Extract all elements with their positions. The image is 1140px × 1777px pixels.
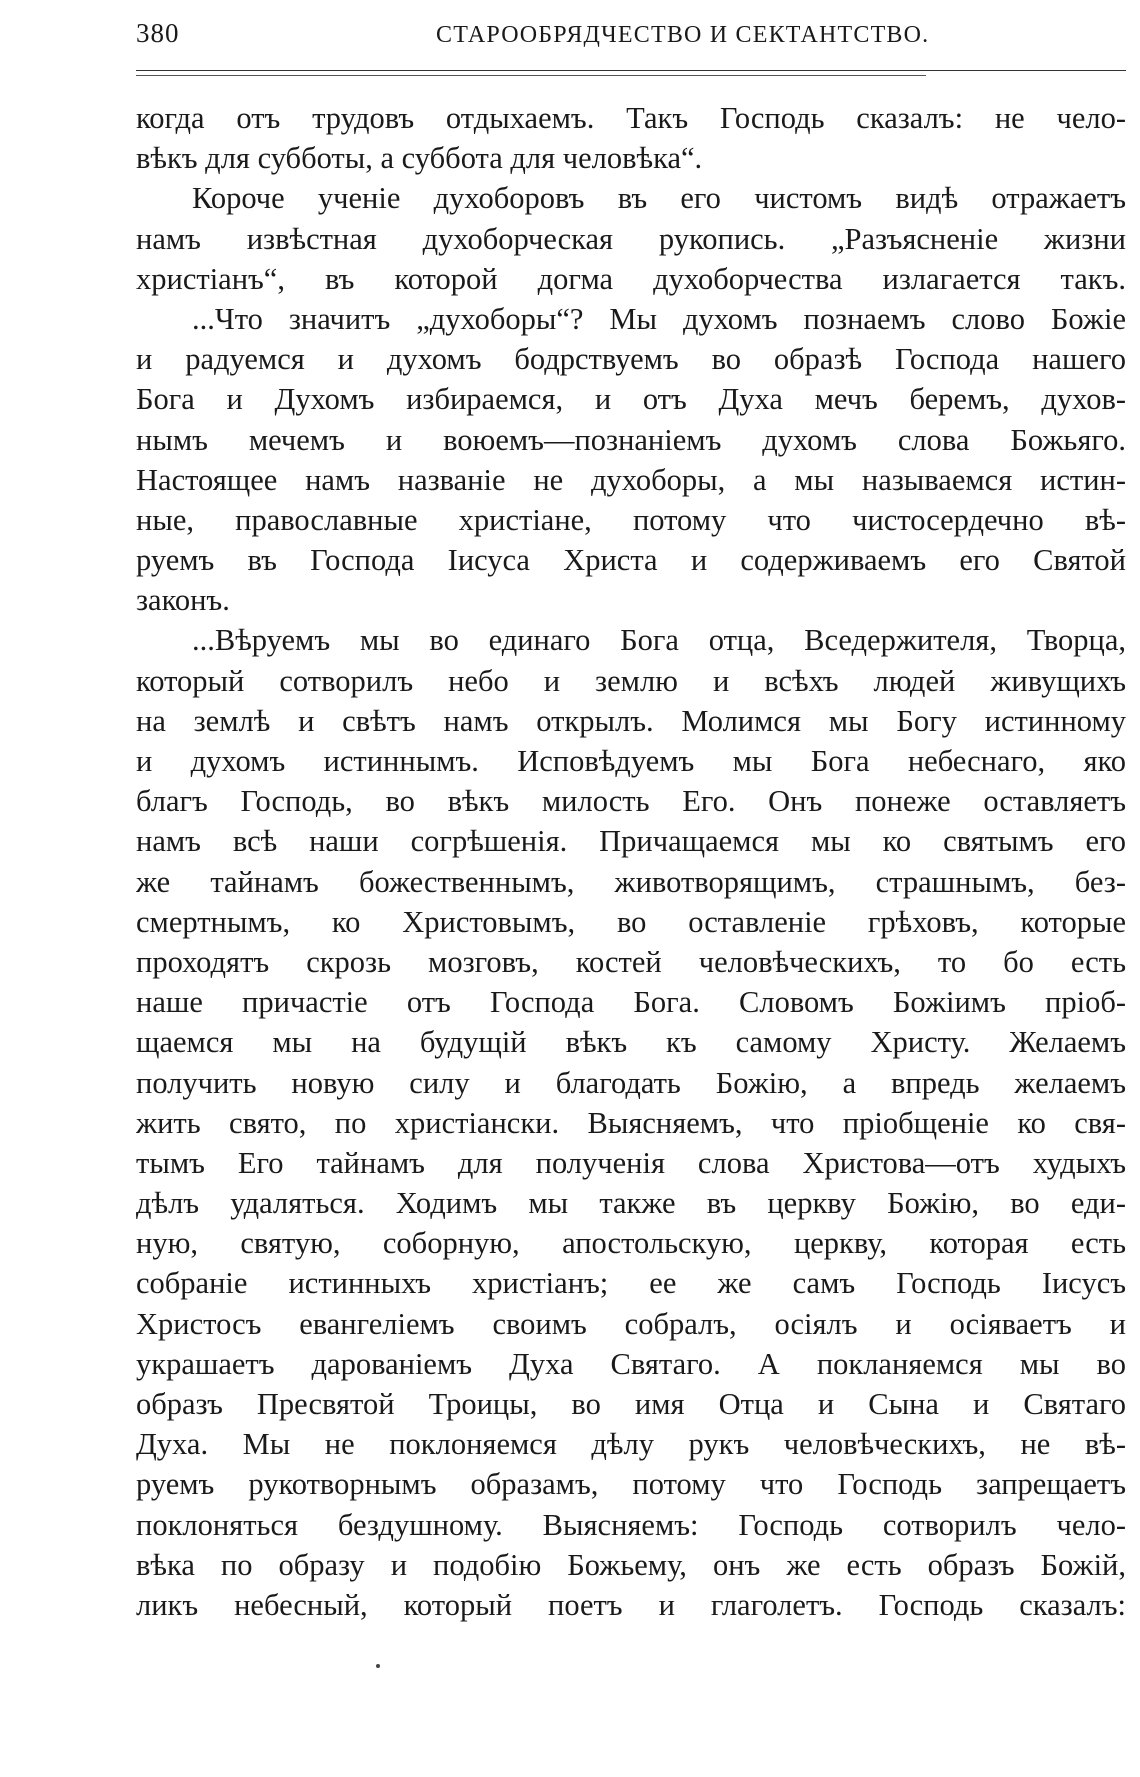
text-line: на землѣ и свѣтъ намъ открылъ. Молимся мы Богу истинному xyxy=(136,703,1126,738)
paragraph-first-line: ...Вѣруемъ мы во единаго Бога отца, Вседержителя, Творца, xyxy=(192,623,1126,658)
text-line: тымъ Его тайнамъ для полученія слова Христова—отъ худыхъ xyxy=(136,1145,1126,1180)
running-head xyxy=(136,18,1126,64)
text-line: собраніе истинныхъ христіанъ; ее же самъ Господь Іисусъ xyxy=(136,1266,1126,1301)
text-line: и духомъ истиннымъ. Исповѣдуемъ мы Бога небеснаго, яко xyxy=(136,744,1126,778)
text-line: благъ Господь, во вѣкъ милость Его. Онъ понеже оставляетъ xyxy=(136,784,1126,819)
text-line: руемъ рукотворнымъ образамъ, потому что Господь запрещаетъ xyxy=(136,1467,1126,1502)
text-line: христіанъ“, въ которой догма духоборчества излагается такъ. xyxy=(136,261,1126,296)
text-line: ную, святую, соборную, апостольскую, церкву, которая есть xyxy=(136,1226,1126,1261)
text-line: Настоящее намъ названіе не духоборы, а мы называемся истин- xyxy=(136,462,1126,497)
text-line: руемъ въ Господа Іисуса Христа и содерживаемъ его Святой xyxy=(136,543,1126,578)
text-line: же тайнамъ божественнымъ, животворящимъ, страшнымъ, без- xyxy=(136,864,1126,899)
text-line: украшаетъ дарованіемъ Духа Святаго. А покланяемся мы во xyxy=(136,1346,1126,1381)
text-line: Духа. Мы не поклоняемся дѣлу рукъ человѣческихъ, не вѣ- xyxy=(136,1427,1126,1462)
text-line: получить новую силу и благодать Божію, а впредь желаемъ xyxy=(136,1065,1126,1100)
text-line: жить свято, по христіански. Выясняемъ, что пріобщеніе ко свя- xyxy=(136,1105,1126,1140)
text-line: законъ. xyxy=(136,583,230,618)
text-line: смертнымъ, ко Христовымъ, во оставленіе грѣховъ, которые xyxy=(136,904,1126,939)
text-line: щаемся мы на будущій вѣкъ къ самому Христу. Желаемъ xyxy=(136,1025,1126,1060)
ink-speck xyxy=(376,1664,380,1668)
text-line: намъ всѣ наши согрѣшенія. Причащаемся мы ко святымъ его xyxy=(136,824,1126,859)
text-line: нымъ мечемъ и воюемъ—познаніемъ духомъ слова Божьяго. xyxy=(136,422,1126,457)
paragraph-first-line: Короче ученіе духоборовъ въ его чистомъ видѣ отражаетъ xyxy=(192,181,1126,216)
text-line: ликъ небесный, который поетъ и глаголетъ. Господь сказалъ: xyxy=(136,1587,1126,1622)
text-line: Бога и Духомъ избираемся, и отъ Духа мечъ беремъ, духов- xyxy=(136,382,1126,417)
text-line: когда отъ трудовъ отдыхаемъ. Такъ Господь сказалъ: не чело- xyxy=(136,101,1126,135)
text-line: и радуемся и духомъ бодрствуемъ во образѣ Господа нашего xyxy=(136,342,1126,377)
running-title: СТАРООБРЯДЧЕСТВО И СЕКТАНТСТВО. xyxy=(436,22,930,48)
text-line: намъ извѣстная духоборческая рукопись. „Разъясненіе жизни xyxy=(136,221,1126,256)
text-line: проходятъ скрозь мозговъ, костей человѣческихъ, то бо есть xyxy=(136,944,1126,979)
text-line: вѣка по образу и подобію Божьему, онъ же есть образъ Божій, xyxy=(136,1547,1126,1582)
header-rule xyxy=(136,70,1126,71)
text-line: Христосъ евангеліемъ своимъ собралъ, осіялъ и осіяваетъ и xyxy=(136,1306,1126,1341)
paragraph-first-line: ...Что значитъ „духоборы“? Мы духомъ познаемъ слово Божіе xyxy=(192,301,1126,336)
body-text xyxy=(136,98,1126,1625)
text-line: ные, православные христіане, потому что чистосердечно вѣ- xyxy=(136,502,1126,537)
text-line: вѣкъ для субботы, а суббота для человѣка“. xyxy=(136,141,703,176)
text-line: поклоняться бездушному. Выясняемъ: Господь сотворилъ чело- xyxy=(136,1507,1126,1542)
text-line: наше причастіе отъ Господа Бога. Словомъ Божіимъ пріоб- xyxy=(136,985,1126,1020)
text-line: который сотворилъ небо и землю и всѣхъ людей живущихъ xyxy=(136,663,1126,698)
text-line: дѣлъ удаляться. Ходимъ мы также въ церкву Божію, во еди- xyxy=(136,1186,1126,1221)
page-number: 380 xyxy=(136,18,180,48)
header-rule-secondary xyxy=(136,75,926,76)
text-line: образъ Пресвятой Троицы, во имя Отца и Сына и Святаго xyxy=(136,1387,1126,1421)
